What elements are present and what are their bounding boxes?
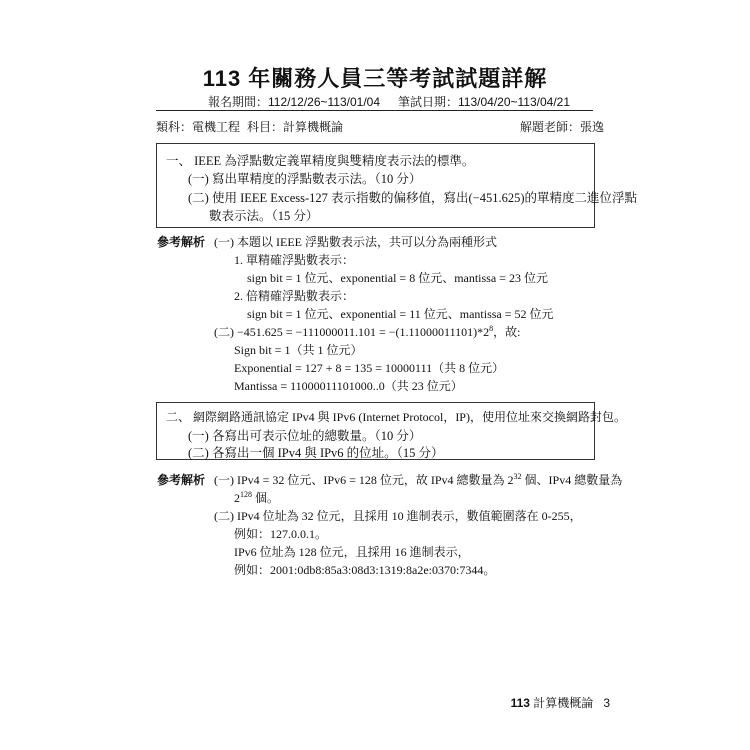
a1-line-6-exponent: 8 xyxy=(489,324,494,333)
a2-line-1 xyxy=(214,471,622,488)
footer-year: 113 xyxy=(510,696,530,710)
meta-category: 類科：電機工程 xyxy=(156,120,241,134)
q1-part2-cont: 數表示法。（15 分） xyxy=(209,209,319,223)
answer-1-label: 參考解析 xyxy=(157,235,206,249)
q2-stem: 二、 網際網路通訊協定 IPv4 與 IPv6 (Internet Protocol，IP)，使用位址來交換網路封包。 xyxy=(166,410,626,424)
a1-line-1: (一) 本題以 IEEE 浮點數表示法，共可以分為兩種形式 xyxy=(214,235,497,249)
exam-dates xyxy=(208,93,570,110)
a2-line-1-tail: 個、IPv4 總數量為 xyxy=(521,473,623,487)
q2-part1: (一) 各寫出可表示位址的總數量。（10 分） xyxy=(188,429,422,443)
a2-line-1-main: (一) IPv4 = 32 位元、IPv6 = 128 位元，故 IPv4 總數量為 2 xyxy=(214,473,514,487)
a1-line-6-main: (二) −451.625 = −111000011.101 = −(1.11000011101)*2 xyxy=(214,325,490,339)
a2-line-4: 例如：127.0.0.1。 xyxy=(234,527,328,541)
answer-2-label: 參考解析 xyxy=(157,473,206,487)
page-footer xyxy=(511,694,610,711)
meta-subject: 科目：計算機概論 xyxy=(247,120,344,134)
q2-part2: (二) 各寫出一個 IPv4 與 IPv6 的位址。（15 分） xyxy=(188,446,444,460)
footer-subject: 計算機概論 xyxy=(533,696,594,710)
meta-teacher: 解題老師：張逸 xyxy=(520,120,605,134)
header-rule xyxy=(156,110,593,111)
a1-line-6-tail: ，故: xyxy=(493,325,521,339)
exam-date: 筆試日期：113/04/20~113/04/21 xyxy=(398,95,570,109)
a2-line-2-exponent: 128 xyxy=(240,490,252,499)
a2-line-5: IPv6 位址為 128 位元，且採用 16 進制表示， xyxy=(234,545,470,559)
a2-line-2 xyxy=(234,489,279,506)
a2-line-6: 例如：2001:0db8:85a3:08d3:1319:8a2e:0370:7344。 xyxy=(234,563,496,577)
a1-line-2: 1. 單精確浮點數表示： xyxy=(234,253,355,267)
a1-line-7: Sign bit = 1（共 1 位元） xyxy=(234,343,363,357)
page-title: 113 年關務人員三等考試試題詳解 xyxy=(202,66,548,91)
a2-line-2-tail: 個。 xyxy=(252,491,280,505)
a2-line-1-exponent: 32 xyxy=(513,472,522,481)
a1-line-6 xyxy=(214,323,521,340)
q1-part1: (一) 寫出單精度的浮點數表示法。（10 分） xyxy=(188,172,422,186)
a1-line-8: Exponential = 127 + 8 = 135 = 10000111（共 8 位元） xyxy=(234,361,505,375)
a1-line-9: Mantissa = 11000011101000..0（共 23 位元） xyxy=(234,379,463,393)
signup-period: 報名期間：112/12/26~113/01/04 xyxy=(208,95,380,109)
a2-line-2-base: 2 xyxy=(234,491,240,505)
a1-line-4: 2. 倍精確浮點數表示： xyxy=(234,289,355,303)
a1-line-3: sign bit = 1 位元、exponential = 8 位元、mantissa = 23 位元 xyxy=(247,271,548,285)
a1-line-5: sign bit = 1 位元、exponential = 11 位元、mantissa = 52 位元 xyxy=(247,307,554,321)
page-number: 3 xyxy=(603,696,610,710)
a2-line-3: (二) IPv4 位址為 32 位元，且採用 10 進制表示，數值範圍落在 0-255， xyxy=(214,509,582,523)
q1-stem: 一、 IEEE 為浮點數定義單精度與雙精度表示法的標準。 xyxy=(166,154,475,168)
q1-part2: (二) 使用 IEEE Excess-127 表示指數的偏移值，寫出(−451.625)的單精度二進位浮點 xyxy=(188,191,638,205)
